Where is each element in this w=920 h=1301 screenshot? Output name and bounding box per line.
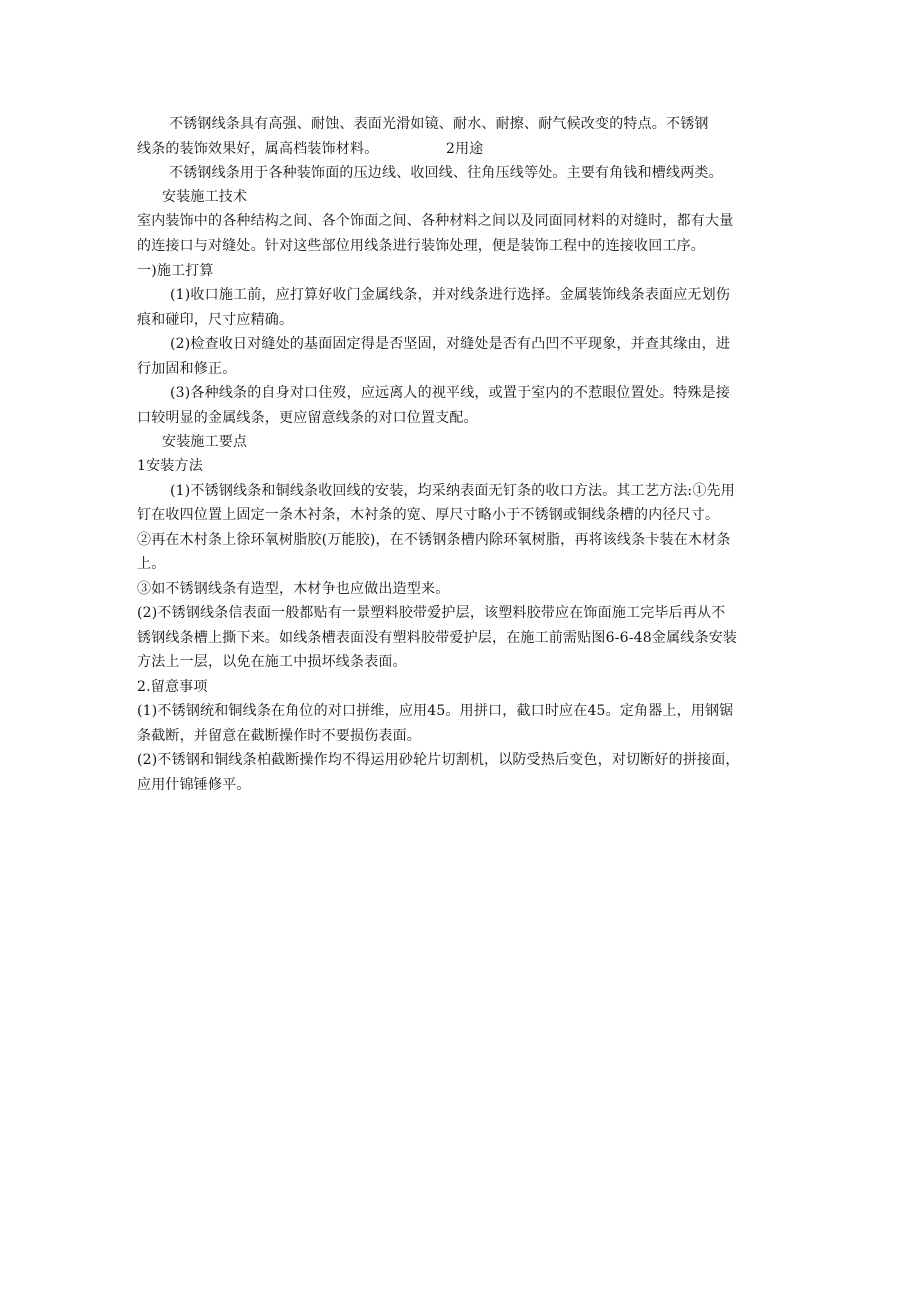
section-heading: 2用途 [446,141,484,157]
paragraph-line: (2)检查收日对缝处的基面固定得是否坚固，对缝处是否有凸凹不平现象，并查其缘由，进 [170,336,731,352]
paragraph-line: 线条的装饰效果好，属高档装饰材料。 [137,141,379,157]
paragraph-line: 锈钢线条槽上撕下来。如线条槽表面没有塑料胶带爱护层，在施工前需贴图6-6-48金属线条安装 [137,630,738,646]
paragraph-line: 室内装饰中的各种结构之间、各个饰面之间、各种材料之间以及同面同材料的对缝时，都有大量 [137,213,734,229]
paragraph-line: (1)不锈钢线条和铜线条收回线的安装，均采纳表面无钉条的收口方法。其工艺方法:①先用 [170,483,735,499]
paragraph-line: 不锈钢线条用于各种装饰面的压边线、收回线、往角压线等处。主要有角钱和槽线两类。 [169,165,723,181]
section-heading: 安装施工技术 [162,189,248,205]
section-heading: 2.留意事项 [137,679,208,695]
paragraph-line: (2)不锈钢线条信表面一般都贴有一景塑料胶带爱护层，该塑料胶带应在饰面施工完毕后再从不 [137,605,726,621]
paragraph-line: ③如不锈钢线条有造型，木材争也应做出造型来。 [137,581,450,597]
paragraph-line: 行加固和修正。 [137,361,237,377]
paragraph-line: 钉在收四位置上固定一条木衬条，木衬条的宽、厚尺寸略小于不锈钢或铜线条槽的内径尺寸。 [137,507,720,523]
paragraph-line: 的连接口与对缝处。针对这些部位用线条进行装饰处理，便是装饰工程中的连接收回工序。 [137,238,705,254]
paragraph-line: 应用什锦锤修平。 [137,777,251,793]
paragraph-line: 方法上一层，以免在施工中损坏线条表面。 [137,654,407,670]
paragraph-line: 条截断，并留意在截断操作时不要损伤表面。 [137,728,421,744]
section-heading: 安装施工要点 [162,434,248,450]
paragraph-line: 上。 [137,556,166,572]
section-heading: 1安装方法 [137,458,203,474]
paragraph-line: (1)收口施工前，应打算好收门金属线条，并对线条进行选择。金属装饰线条表面应无划伤 [170,287,731,303]
section-heading: 一)施工打算 [137,263,214,279]
paragraph-line: (1)不锈钢统和铜线条在角位的对口拼维，应用45。用拼口，截口时应在45。定角器上，用钢锯 [137,703,734,719]
paragraph-line: (2)不锈钢和铜线条柏截断操作均不得运用砂轮片切割机，以防受热后变色，对切断好的拼接面， [137,752,740,768]
paragraph-line: 口较明显的金属线条，更应留意线条的对口位置支配。 [137,410,478,426]
paragraph-line: (3)各种线条的自身对口住歿，应远离人的视平线，或置于室内的不惹眼位置处。特殊是接 [170,385,731,401]
paragraph-line: ②再在木村条上徐环氧树脂胶(万能胶)，在不锈钢条槽内除环氧树脂，再将该线条卡装在木材条 [137,532,731,548]
paragraph-line: 痕和碰印，尺寸应精确。 [137,312,294,328]
paragraph-line: 不锈钢线条具有高强、耐蚀、表面光滑如镜、耐水、耐擦、耐气候改变的特点。不锈钢 [169,116,709,132]
